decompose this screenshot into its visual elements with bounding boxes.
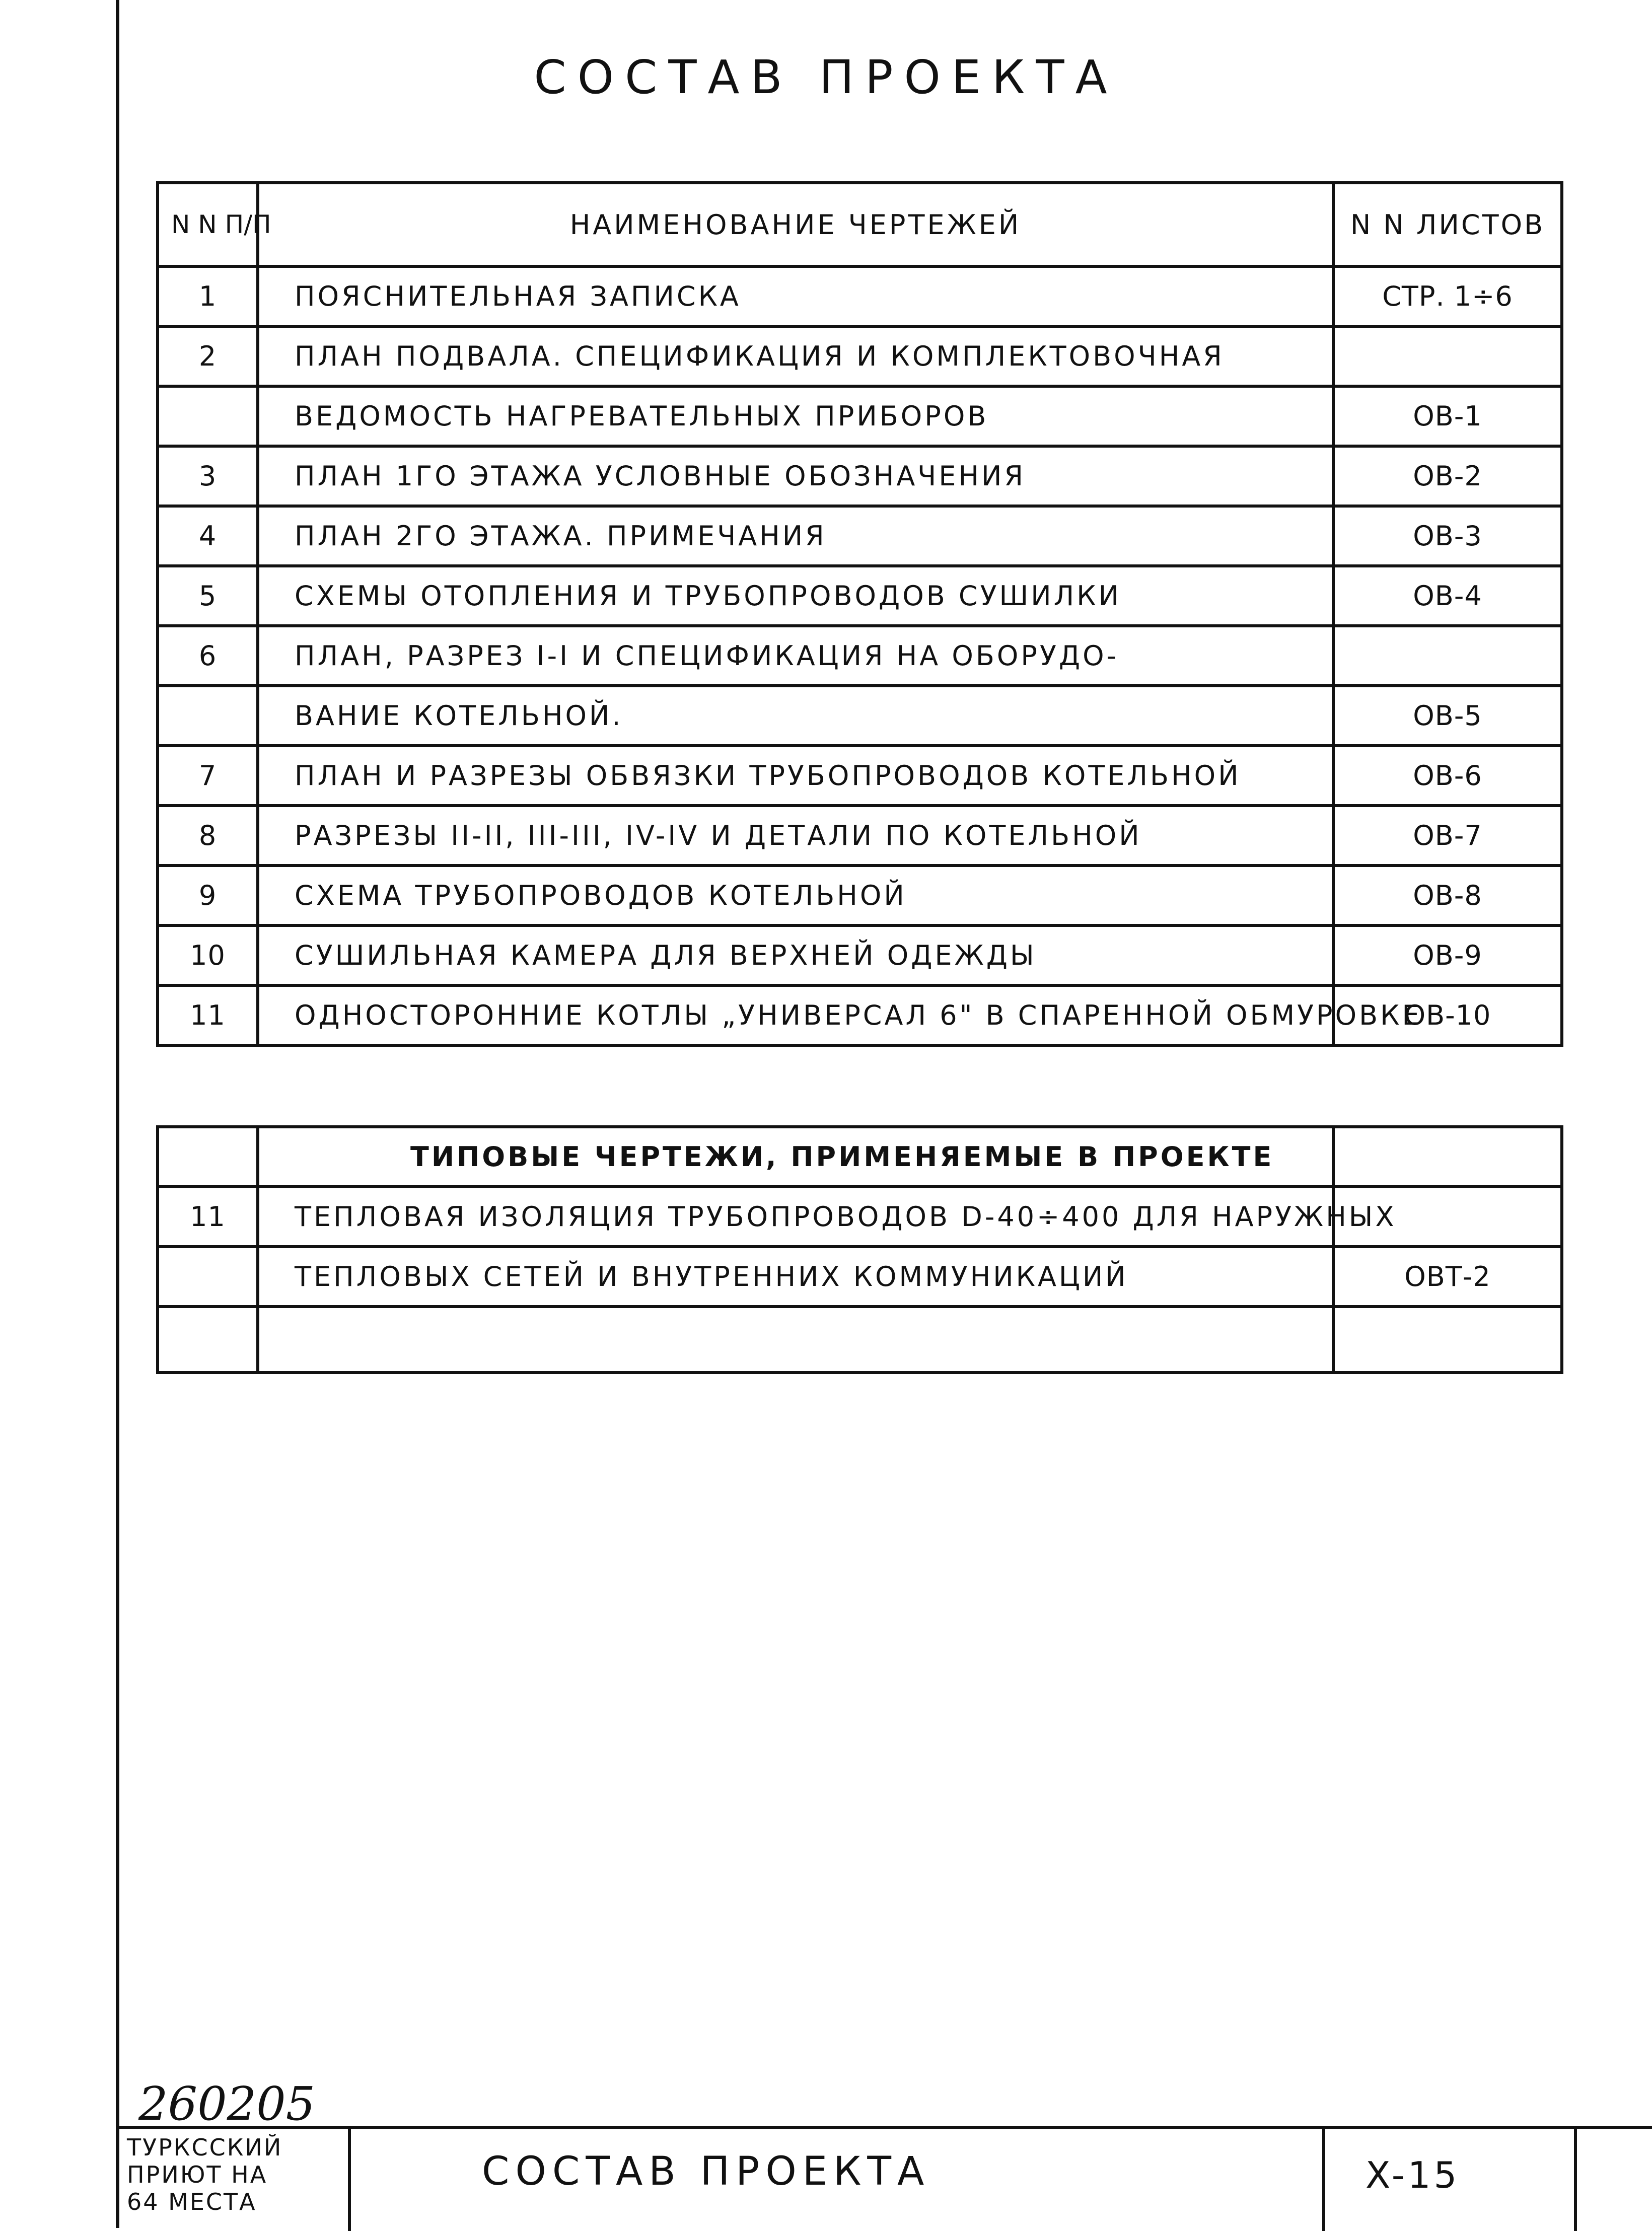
row-number: 11 (158, 985, 258, 1045)
row-number: 3 (158, 446, 258, 506)
row-name: СХЕМЫ ОТОПЛЕНИЯ И ТРУБОПРОВОДОВ СУШИЛКИ (258, 566, 1333, 626)
table-row (158, 1307, 1562, 1373)
row-name: ПОЯСНИТЕЛЬНАЯ ЗАПИСКА (258, 266, 1333, 326)
header-name: НАИМЕНОВАНИЕ ЧЕРТЕЖЕЙ (258, 183, 1333, 266)
table-row (158, 806, 1562, 866)
table-row (158, 266, 1562, 326)
row-number: 9 (158, 866, 258, 925)
typical-heading-row (158, 1127, 1562, 1187)
row-number: 2 (158, 326, 258, 386)
row-number: 10 (158, 925, 258, 985)
row-name: ОДНОСТОРОННИЕ КОТЛЫ „УНИВЕРСАЛ 6" В СПАРЕННОЙ ОБМУРОВКЕ (258, 985, 1333, 1045)
typical-heading: ТИПОВЫЕ ЧЕРТЕЖИ, ПРИМЕНЯЕМЫЕ В ПРОЕКТЕ (258, 1127, 1333, 1187)
table-row (158, 566, 1562, 626)
row-name (258, 1307, 1333, 1373)
row-name: ПЛАН ПОДВАЛА. СПЕЦИФИКАЦИЯ И КОМПЛЕКТОВОЧНАЯ (258, 326, 1333, 386)
table-row (158, 925, 1562, 985)
typical-drawings-table (156, 1125, 1563, 1374)
row-sheet: ОВ-8 (1333, 866, 1562, 925)
row-name: ТЕПЛОВАЯ ИЗОЛЯЦИЯ ТРУБОПРОВОДОВ D-40÷400 ДЛЯ НАРУЖНЫХ (258, 1187, 1333, 1247)
row-number: 11 (158, 1187, 258, 1247)
frame-border-left (116, 0, 119, 2228)
row-sheet: ОВ-7 (1333, 806, 1562, 866)
table-header-row (158, 183, 1562, 266)
row-name: ПЛАН, РАЗРЕЗ I-I И СПЕЦИФИКАЦИЯ НА ОБОРУДО- (258, 626, 1333, 686)
row-sheet (1333, 1307, 1562, 1373)
row-sheet: ОВ-10 (1333, 985, 1562, 1045)
row-sheet: ОВТ-2 (1333, 1247, 1562, 1307)
row-number (158, 1307, 258, 1373)
page-title: СОСТАВ ПРОЕКТА (534, 50, 1118, 104)
row-sheet: ОВ-5 (1333, 686, 1562, 746)
row-name: ВЕДОМОСТЬ НАГРЕВАТЕЛЬНЫХ ПРИБОРОВ (258, 386, 1333, 446)
row-number: 5 (158, 566, 258, 626)
row-sheet: ОВ-1 (1333, 386, 1562, 446)
row-name: ВАНИЕ КОТЕЛЬНОЙ. (258, 686, 1333, 746)
row-sheet: ОВ-2 (1333, 446, 1562, 506)
drawings-table (156, 181, 1563, 1047)
table-row (158, 626, 1562, 686)
row-name: РАЗРЕЗЫ II-II, III-III, IV-IV И ДЕТАЛИ ПО КОТЕЛЬНОЙ (258, 806, 1333, 866)
row-sheet (1333, 626, 1562, 686)
table-row (158, 326, 1562, 386)
row-sheet (1333, 326, 1562, 386)
header-num: N N П/П (158, 183, 258, 266)
row-name: ТЕПЛОВЫХ СЕТЕЙ И ВНУТРЕННИХ КОММУНИКАЦИЙ (258, 1247, 1333, 1307)
table-row (158, 866, 1562, 925)
row-number: 8 (158, 806, 258, 866)
table-row (158, 686, 1562, 746)
table-row (158, 386, 1562, 446)
title-block-organization (117, 2129, 351, 2231)
row-name: ПЛАН И РАЗРЕЗЫ ОБВЯЗКИ ТРУБОПРОВОДОВ КОТЕЛЬНОЙ (258, 746, 1333, 806)
title-block (117, 2126, 1652, 2228)
table-row (158, 746, 1562, 806)
row-sheet: ОВ-3 (1333, 506, 1562, 566)
table-row (158, 506, 1562, 566)
title-block-code: X-15 (1325, 2129, 1577, 2231)
row-number: 7 (158, 746, 258, 806)
row-name: СУШИЛЬНАЯ КАМЕРА ДЛЯ ВЕРХНЕЙ ОДЕЖДЫ (258, 925, 1333, 985)
row-number (158, 686, 258, 746)
drawings-table-body (158, 266, 1562, 1045)
header-sheets: N N ЛИСТОВ (1333, 183, 1562, 266)
row-sheet: ОВ-9 (1333, 925, 1562, 985)
inventory-number: 260205 (138, 2077, 316, 2131)
row-number: 4 (158, 506, 258, 566)
org-line: 64 МЕСТА (127, 2188, 257, 2215)
row-sheet: ОВ-4 (1333, 566, 1562, 626)
row-name: ПЛАН 1ГО ЭТАЖА УСЛОВНЫЕ ОБОЗНАЧЕНИЯ (258, 446, 1333, 506)
table-row (158, 1187, 1562, 1247)
org-line: ПРИЮТ НА (127, 2161, 268, 2188)
row-number: 1 (158, 266, 258, 326)
typical-heading-sheet (1333, 1127, 1562, 1187)
row-sheet: СТР. 1÷6 (1333, 266, 1562, 326)
row-name: ПЛАН 2ГО ЭТАЖА. ПРИМЕЧАНИЯ (258, 506, 1333, 566)
row-number: 6 (158, 626, 258, 686)
typical-table-body (158, 1127, 1562, 1373)
table-row (158, 1247, 1562, 1307)
row-number (158, 1247, 258, 1307)
org-line: ТУРКССКИЙ (127, 2134, 283, 2161)
title-block-blank (1577, 2129, 1652, 2231)
row-number (158, 386, 258, 446)
row-sheet: ОВ-6 (1333, 746, 1562, 806)
title-block-title: СОСТАВ ПРОЕКТА (351, 2129, 1325, 2231)
table-row (158, 446, 1562, 506)
typical-heading-num (158, 1127, 258, 1187)
table-row (158, 985, 1562, 1045)
row-name: СХЕМА ТРУБОПРОВОДОВ КОТЕЛЬНОЙ (258, 866, 1333, 925)
